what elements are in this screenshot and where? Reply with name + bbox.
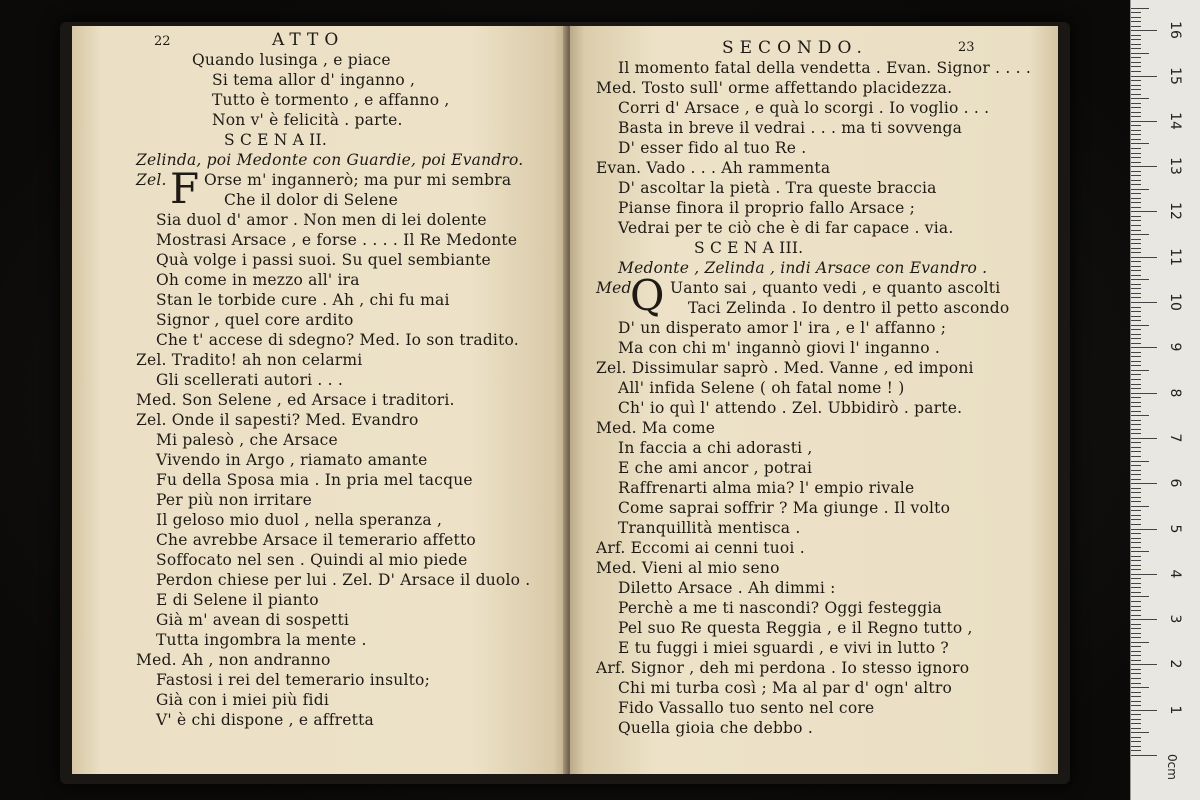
left-page-text-line: Vivendo in Argo , riamato amante	[156, 451, 428, 469]
ruler-number: 3	[1167, 614, 1183, 624]
right-page-text-line: Vedrai per te ciò che è di far capace . via.	[618, 219, 954, 237]
ruler-tick	[1131, 683, 1141, 684]
ruler-tick	[1131, 619, 1157, 620]
ruler-tick	[1131, 266, 1141, 267]
ruler-tick	[1131, 112, 1141, 113]
right-page-text-line: Zel. Dissimular saprò . Med. Vanne , ed imponi	[596, 359, 974, 377]
ruler-tick	[1131, 26, 1141, 27]
ruler-tick	[1131, 465, 1141, 466]
ruler-tick	[1131, 701, 1141, 702]
right-page-text-line: Arf. Signor , deh mi perdona . Io stesso ignoro	[596, 659, 970, 677]
left-page-text-line: E di Selene il pianto	[156, 591, 319, 609]
ruler-tick	[1131, 284, 1141, 285]
ruler-tick	[1131, 474, 1141, 475]
right-page-text-line: Taci Zelinda . Io dentro il petto ascondo	[688, 299, 1010, 317]
ruler-tick	[1131, 696, 1141, 697]
left-page-text-line: Tutto è tormento , e affanno ,	[212, 91, 450, 109]
ruler-tick	[1131, 673, 1141, 674]
ruler-number: 6	[1167, 478, 1183, 488]
left-page-text-line: Si tema allor d' inganno ,	[212, 71, 416, 89]
left-page-text-line: Gli scellerati autori . . .	[156, 371, 343, 389]
ruler-tick	[1131, 225, 1141, 226]
ruler-tick	[1131, 664, 1157, 665]
ruler-tick	[1131, 402, 1141, 403]
ruler-tick	[1131, 35, 1141, 36]
ruler-tick	[1131, 157, 1141, 158]
right-page-text-line: Chi mi turba così ; Ma al par d' ogn' altro	[618, 679, 952, 697]
left-page-text-line: Fastosi i rei del temerario insulto;	[156, 671, 430, 689]
ruler-tick	[1131, 180, 1141, 181]
ruler-tick	[1131, 737, 1141, 738]
ruler-tick	[1131, 424, 1141, 425]
ruler-tick	[1131, 533, 1141, 534]
ruler-tick	[1131, 39, 1141, 40]
ruler-tick	[1131, 596, 1149, 597]
ruler-tick	[1131, 705, 1141, 706]
left-page-text-line: Tutta ingombra la mente .	[156, 631, 367, 649]
ruler-tick	[1131, 243, 1141, 244]
ruler-tick	[1131, 714, 1141, 715]
ruler-tick	[1131, 316, 1141, 317]
ruler-tick	[1131, 678, 1141, 679]
left-page-text-line: Zel. Tradito! ah non celarmi	[136, 351, 363, 369]
left-page-text-line: Già m' avean di sospetti	[156, 611, 350, 629]
right-page-text-line: Corri d' Arsace , e quà lo scorgi . Io voglio . . .	[618, 99, 990, 117]
ruler-tick	[1131, 723, 1141, 724]
ruler-tick	[1131, 48, 1141, 49]
ruler-tick	[1131, 438, 1157, 439]
ruler-number: 2	[1167, 659, 1183, 669]
left-page-text-line: Il geloso mio duol , nella speranza ,	[156, 511, 443, 529]
ruler-tick	[1131, 211, 1157, 212]
right-page-text-line: All' infida Selene ( oh fatal nome ! )	[618, 379, 905, 397]
right-page-text-line: Evan. Vado . . . Ah rammenta	[596, 159, 831, 177]
ruler-tick	[1131, 488, 1141, 489]
ruler-number: 1	[1167, 705, 1183, 715]
ruler-tick	[1131, 583, 1141, 584]
right-page-text-line: Ma con chi m' ingannò giovi l' inganno .	[618, 339, 940, 357]
ruler-tick	[1131, 239, 1141, 240]
right-page-text-line: Pel suo Re questa Reggia , e il Regno tutto ,	[618, 619, 973, 637]
ruler-tick	[1131, 370, 1149, 371]
ruler-tick	[1131, 569, 1141, 570]
ruler-tick	[1131, 501, 1141, 502]
right-page-text-line: S C E N A III.	[694, 239, 804, 257]
measuring-ruler	[1130, 0, 1200, 800]
ruler-number: 12	[1167, 202, 1183, 221]
ruler-tick	[1131, 524, 1141, 525]
ruler-tick	[1131, 479, 1141, 480]
left-page-text-line: Mostrasi Arsace , e forse . . . . Il Re Medonte	[156, 231, 518, 249]
left-page-text-line: Soffocato nel sen . Quindi al mio piede	[156, 551, 468, 569]
ruler-tick	[1131, 637, 1141, 638]
ruler-tick	[1131, 361, 1141, 362]
right-page-text-line: Med. Ma come	[596, 419, 716, 437]
right-page-text-line: Perchè a me ti nascondi? Oggi festeggia	[618, 599, 942, 617]
ruler-tick	[1131, 655, 1141, 656]
ruler-number: 4	[1167, 569, 1183, 579]
ruler-tick	[1131, 646, 1141, 647]
left-page-text-line: Già con i miei più fidi	[156, 691, 329, 709]
ruler-tick	[1131, 189, 1149, 190]
ruler-tick	[1131, 66, 1141, 67]
ruler-tick	[1131, 279, 1149, 280]
ruler-tick	[1131, 411, 1141, 412]
right-page-text-line: Uanto sai , quanto vedi , e quanto ascolti	[670, 279, 1001, 297]
ruler-tick	[1131, 30, 1157, 31]
ruler-tick	[1131, 719, 1141, 720]
ruler-tick	[1131, 606, 1141, 607]
ruler-tick	[1131, 461, 1149, 462]
ruler-tick	[1131, 433, 1141, 434]
ruler-tick	[1131, 692, 1141, 693]
ruler-tick	[1131, 542, 1141, 543]
ruler-tick	[1131, 62, 1141, 63]
ruler-tick	[1131, 633, 1141, 634]
ruler-tick	[1131, 628, 1141, 629]
ruler-tick	[1131, 587, 1141, 588]
ruler-number: 15	[1167, 66, 1183, 85]
ruler-tick	[1131, 85, 1141, 86]
ruler-tick	[1131, 601, 1141, 602]
ruler-tick	[1131, 261, 1141, 262]
left-page-text-line: Signor , quel core ardito	[156, 311, 354, 329]
ruler-tick	[1131, 515, 1141, 516]
ruler-tick	[1131, 89, 1141, 90]
ruler-tick	[1131, 311, 1141, 312]
ruler-tick	[1131, 510, 1141, 511]
left-page-text-line: Per più non irritare	[156, 491, 313, 509]
ruler-tick	[1131, 103, 1141, 104]
right-page-text-line: Medonte , Zelinda , indi Arsace con Evandro .	[618, 259, 988, 277]
right-page-text-line: Med. Tosto sull' orme affettando placidezza.	[596, 79, 953, 97]
ruler-tick	[1131, 560, 1141, 561]
left-page-text-line: Zel.	[136, 171, 167, 189]
left-page-text-line: Fu della Sposa mia . In pria mel tacque	[156, 471, 473, 489]
ruler-tick	[1131, 347, 1157, 348]
ruler-tick	[1131, 565, 1141, 566]
ruler-tick	[1131, 71, 1141, 72]
left-page-text-line: Med. Ah , non andranno	[136, 651, 331, 669]
ruler-tick	[1131, 379, 1141, 380]
ruler-tick	[1131, 80, 1141, 81]
right-page-text-line: D' un disperato amor l' ira , e l' affanno ;	[618, 319, 947, 337]
right-page-text-line: E che ami ancor , potrai	[618, 459, 813, 477]
ruler-number: 9	[1167, 342, 1183, 352]
ruler-number: 8	[1167, 388, 1183, 398]
right-running-header: SECONDO.	[722, 38, 868, 58]
ruler-tick	[1131, 384, 1141, 385]
ruler-tick	[1131, 21, 1141, 22]
ruler-tick	[1131, 275, 1141, 276]
ruler-tick	[1131, 166, 1157, 167]
ruler-tick	[1131, 547, 1141, 548]
ruler-tick	[1131, 497, 1141, 498]
ruler-tick	[1131, 551, 1149, 552]
ruler-tick	[1131, 125, 1141, 126]
left-page-text-line: Che t' accese di sdegno? Med. Io son tradito.	[156, 331, 519, 349]
ruler-tick	[1131, 578, 1141, 579]
ruler-tick	[1131, 397, 1141, 398]
ruler-tick	[1131, 134, 1141, 135]
left-page-text-line: Zel. Onde il sapesti? Med. Evandro	[136, 411, 419, 429]
ruler-tick	[1131, 574, 1157, 575]
ruler-tick	[1131, 483, 1157, 484]
ruler-tick	[1131, 343, 1141, 344]
left-page-text-line: Zelinda, poi Medonte con Guardie, poi Evandro.	[136, 151, 524, 169]
left-running-header: ATTO	[272, 30, 345, 50]
ruler-tick	[1131, 519, 1141, 520]
ruler-number: 7	[1167, 433, 1183, 443]
right-page-text-line: Tranquillità mentisca .	[618, 519, 801, 537]
left-page-text-line: V' è chi dispone , e affretta	[156, 711, 374, 729]
ruler-tick	[1131, 257, 1157, 258]
right-page-text-line: Med.	[596, 279, 637, 297]
ruler-tick	[1131, 139, 1141, 140]
right-page-text-line: E tu fuggi i miei sguardi , e vivi in lutto ?	[618, 639, 949, 657]
left-page	[72, 26, 568, 774]
right-page-text-line: Come saprai soffrir ? Ma giunge . Il volto	[618, 499, 951, 517]
left-page-text-line: Che il dolor di Selene	[224, 191, 398, 209]
ruler-tick	[1131, 193, 1141, 194]
ruler-tick	[1131, 492, 1141, 493]
right-page-text-line: Ch' io quì l' attendo . Zel. Ubbidirò . parte.	[618, 399, 963, 417]
ruler-tick	[1131, 234, 1149, 235]
ruler-tick	[1131, 470, 1141, 471]
left-page-text-line: Perdon chiese per lui . Zel. D' Arsace il duolo .	[156, 571, 531, 589]
right-page-text-line: D' ascoltar la pietà . Tra queste braccia	[618, 179, 937, 197]
ruler-tick	[1131, 687, 1149, 688]
right-page-text-line: D' esser fido al tuo Re .	[618, 139, 807, 157]
right-page-text-line: Raffrenarti alma mia? l' empio rivale	[618, 479, 915, 497]
ruler-tick	[1131, 288, 1141, 289]
ruler-tick	[1131, 442, 1141, 443]
ruler-tick	[1131, 393, 1157, 394]
ruler-tick	[1131, 12, 1141, 13]
left-page-text-line: Non v' è felicità . parte.	[212, 111, 403, 129]
left-page-text-line: Stan le torbide cure . Ah , chi fu mai	[156, 291, 450, 309]
ruler-tick	[1131, 148, 1141, 149]
ruler-tick	[1131, 746, 1141, 747]
right-page-text-line: Il momento fatal della vendetta . Evan. Signor . . . .	[618, 59, 1031, 77]
left-page-text-line: Sia duol d' amor . Non men di lei dolente	[156, 211, 487, 229]
ruler-tick	[1131, 216, 1141, 217]
ruler-tick	[1131, 374, 1141, 375]
ruler-tick	[1131, 202, 1141, 203]
ruler-tick	[1131, 130, 1141, 131]
ruler-tick	[1131, 365, 1141, 366]
left-dropcap: F	[170, 164, 200, 213]
left-page-text-line: Che avrebbe Arsace il temerario affetto	[156, 531, 476, 549]
ruler-tick	[1131, 592, 1141, 593]
ruler-tick	[1131, 429, 1141, 430]
right-page-text-line: Med. Vieni al mio seno	[596, 559, 780, 577]
right-page-text-line: Fido Vassallo tuo sento nel core	[618, 699, 875, 717]
ruler-tick	[1131, 388, 1141, 389]
ruler-tick	[1131, 175, 1141, 176]
ruler-number: 16	[1167, 21, 1183, 40]
ruler-tick	[1131, 121, 1157, 122]
ruler-unit-label: 0cm	[1164, 754, 1179, 780]
ruler-tick	[1131, 415, 1149, 416]
ruler-tick	[1131, 98, 1149, 99]
ruler-tick	[1131, 556, 1141, 557]
right-page	[570, 26, 1058, 774]
ruler-number: 13	[1167, 157, 1183, 175]
right-page-text-line: Pianse finora il proprio fallo Arsace ;	[618, 199, 916, 217]
ruler-tick	[1131, 184, 1141, 185]
right-page-number: 23	[958, 40, 975, 55]
ruler-tick	[1131, 334, 1141, 335]
ruler-tick	[1131, 293, 1141, 294]
ruler-tick	[1131, 53, 1149, 54]
ruler-tick	[1131, 44, 1141, 45]
ruler-tick	[1131, 447, 1141, 448]
ruler-tick	[1131, 732, 1149, 733]
ruler-tick	[1131, 651, 1141, 652]
ruler-tick	[1131, 230, 1141, 231]
ruler-tick	[1131, 615, 1141, 616]
ruler-tick	[1131, 352, 1141, 353]
left-page-number: 22	[154, 34, 171, 49]
right-page-text-line: Diletto Arsace . Ah dimmi :	[618, 579, 836, 597]
left-page-text-line: S C E N A II.	[224, 131, 327, 149]
ruler-tick	[1131, 329, 1141, 330]
left-page-text-line: Mi palesò , che Arsace	[156, 431, 338, 449]
ruler-tick	[1131, 297, 1141, 298]
ruler-tick	[1131, 116, 1141, 117]
ruler-tick	[1131, 270, 1141, 271]
ruler-tick	[1131, 220, 1141, 221]
ruler-tick	[1131, 162, 1141, 163]
left-page-text-line: Med. Son Selene , ed Arsace i traditori.	[136, 391, 455, 409]
ruler-tick	[1131, 198, 1141, 199]
ruler-tick	[1131, 406, 1141, 407]
ruler-tick	[1131, 8, 1149, 9]
ruler-tick	[1131, 610, 1141, 611]
left-page-text-line: Oh come in mezzo all' ira	[156, 271, 360, 289]
ruler-tick	[1131, 143, 1149, 144]
right-dropcap: Q	[630, 271, 665, 320]
ruler-tick	[1131, 642, 1149, 643]
ruler-number: 14	[1167, 111, 1183, 130]
ruler-tick	[1131, 207, 1141, 208]
left-page-text-line: Quando lusinga , e piace	[192, 51, 391, 69]
ruler-tick	[1131, 356, 1141, 357]
right-page-text-line: Arf. Eccomi ai cenni tuoi .	[596, 539, 805, 557]
ruler-tick	[1131, 302, 1157, 303]
ruler-tick	[1131, 307, 1141, 308]
ruler-tick	[1131, 456, 1141, 457]
ruler-tick	[1131, 529, 1157, 530]
left-page-text-line: Quà volge i passi suoi. Su quel sembiante	[156, 251, 491, 269]
ruler-tick	[1131, 420, 1141, 421]
ruler-tick	[1131, 624, 1141, 625]
ruler-tick	[1131, 451, 1141, 452]
right-page-text-line: In faccia a chi adorasti ,	[618, 439, 813, 457]
ruler-number: 10	[1167, 293, 1183, 311]
ruler-number: 5	[1167, 524, 1183, 533]
ruler-tick	[1131, 660, 1141, 661]
right-page-text-line: Quella gioia che debbo .	[618, 719, 813, 737]
right-page-text-line: Basta in breve il vedrai . . . ma ti sovvenga	[618, 119, 963, 137]
ruler-tick	[1131, 741, 1141, 742]
ruler-tick	[1131, 94, 1141, 95]
ruler-tick	[1131, 76, 1157, 77]
ruler-tick	[1131, 669, 1141, 670]
left-page-text-line: Orse m' ingannerò; ma pur mi sembra	[204, 171, 512, 189]
ruler-tick	[1131, 750, 1141, 751]
ruler-tick	[1131, 248, 1141, 249]
ruler-number: 11	[1167, 247, 1183, 266]
ruler-tick	[1131, 17, 1141, 18]
ruler-tick	[1131, 710, 1157, 711]
ruler-tick	[1131, 320, 1141, 321]
ruler-tick	[1131, 153, 1141, 154]
ruler-tick	[1131, 252, 1141, 253]
ruler-tick	[1131, 325, 1149, 326]
ruler-tick	[1131, 107, 1141, 108]
ruler-tick	[1131, 506, 1149, 507]
ruler-tick	[1131, 171, 1141, 172]
ruler-tick	[1131, 728, 1141, 729]
ruler-tick	[1131, 755, 1157, 756]
ruler-tick	[1131, 538, 1141, 539]
ruler-tick	[1131, 338, 1141, 339]
ruler-tick	[1131, 57, 1141, 58]
